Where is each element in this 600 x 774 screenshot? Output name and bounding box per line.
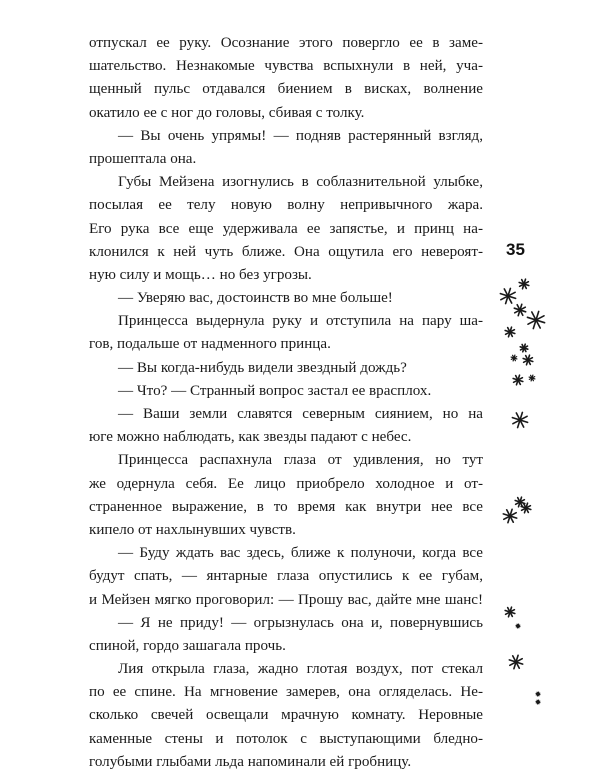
text-line: посылая ее телу новую волну непривычного жара. — [89, 197, 483, 214]
text-line: Его рука все еще удерживала ее запястье, и принц на- — [89, 220, 483, 237]
text-line: сколько свечей освещали мрачную комнату. Неровные — [89, 707, 483, 724]
text-line: и Мейзен мягко проговорил: — Прошу вас, дайте мне шанс! — [89, 591, 483, 608]
text-line: — Что? — Странный вопрос застал ее врасплох. — [118, 382, 432, 399]
text-line: же одернула себя. Ее лицо приобрело холодное и от- — [89, 475, 483, 492]
star-mark — [523, 355, 533, 365]
star-mark — [527, 311, 544, 328]
star-mark — [503, 509, 516, 522]
text-line: — Я не приду! — огрызнулась она и, повернувшись — [118, 614, 483, 631]
star-mark — [536, 692, 540, 696]
star-mark — [505, 607, 515, 617]
star-decoration — [480, 270, 600, 740]
text-line: Лия открыла глаза, жадно глотая воздух, пот стекал — [118, 661, 483, 678]
text-line: гов, подальше от надменного принца. — [89, 336, 331, 353]
text-line: отпускал ее руку. Осознание этого повергло ее в заме- — [89, 35, 483, 51]
text-line: по ее спине. На мгновение замерев, она огляделась. Не- — [89, 684, 483, 701]
star-mark — [529, 375, 535, 381]
text-line: щенный пульс отдавался биением в висках, волнение — [89, 81, 483, 98]
star-mark — [513, 375, 523, 385]
text-line: юге можно наблюдать, как звезды падают с небес. — [89, 429, 412, 446]
text-line: — Вы очень упрямы! — подняв растерянный взгляд, — [118, 127, 483, 144]
star-mark — [520, 344, 528, 352]
text-line: Принцесса выдернула руку и отступила на пару ша- — [118, 313, 483, 330]
text-line: будут спать, — янтарные глаза опустились к ее губам, — [89, 568, 483, 585]
text-line: — Буду ждать вас здесь, ближе к полуночи, когда все — [118, 545, 483, 562]
body-text — [89, 32, 483, 774]
text-line: спиной, гордо зашагала прочь. — [89, 637, 286, 654]
text-line: Принцесса распахнула глаза от удивления, но тут — [118, 452, 483, 469]
text-line: окатило ее с ног до головы, сбивая с толку. — [89, 104, 365, 121]
text-line: кипело от нахлынувших чувств. — [89, 521, 296, 538]
text-line: голубыми глыбами льда напоминали ей гробницу. — [89, 753, 412, 770]
star-mark — [536, 700, 540, 704]
star-mark — [516, 624, 520, 628]
text-line: шательство. Незнакомые чувства вспыхнули в ней, уча- — [89, 58, 483, 75]
star-mark — [505, 327, 515, 337]
text-line: ную силу и мощь… но без угрозы. — [89, 266, 312, 283]
text-line: — Ваши земли славятся северным сиянием, но на — [118, 406, 483, 422]
star-mark — [512, 412, 527, 427]
page-number: 35 — [506, 240, 525, 259]
text-line: прошептала она. — [89, 150, 197, 167]
star-mark — [511, 355, 517, 361]
text-line: Губы Мейзена изогнулись в соблазнительной улыбке, — [118, 174, 483, 191]
star-mark — [509, 655, 522, 668]
star-mark — [514, 304, 525, 315]
text-line: — Уверяю вас, достоинств во мне больше! — [118, 290, 393, 307]
star-mark — [515, 497, 525, 507]
text-line: — Вы когда-нибудь видели звездный дождь? — [118, 359, 407, 376]
text-line: каменные стены и потолок с выступающими бледно- — [89, 730, 483, 747]
star-mark — [519, 279, 529, 289]
text-line: страненное выражение, в то время как внутри нее все — [89, 498, 483, 515]
star-mark — [521, 503, 531, 513]
star-mark — [500, 288, 515, 303]
text-line: клонился к ней чуть ближе. Она ощутила его невероят- — [89, 243, 483, 260]
star-cluster-icon — [480, 270, 600, 740]
